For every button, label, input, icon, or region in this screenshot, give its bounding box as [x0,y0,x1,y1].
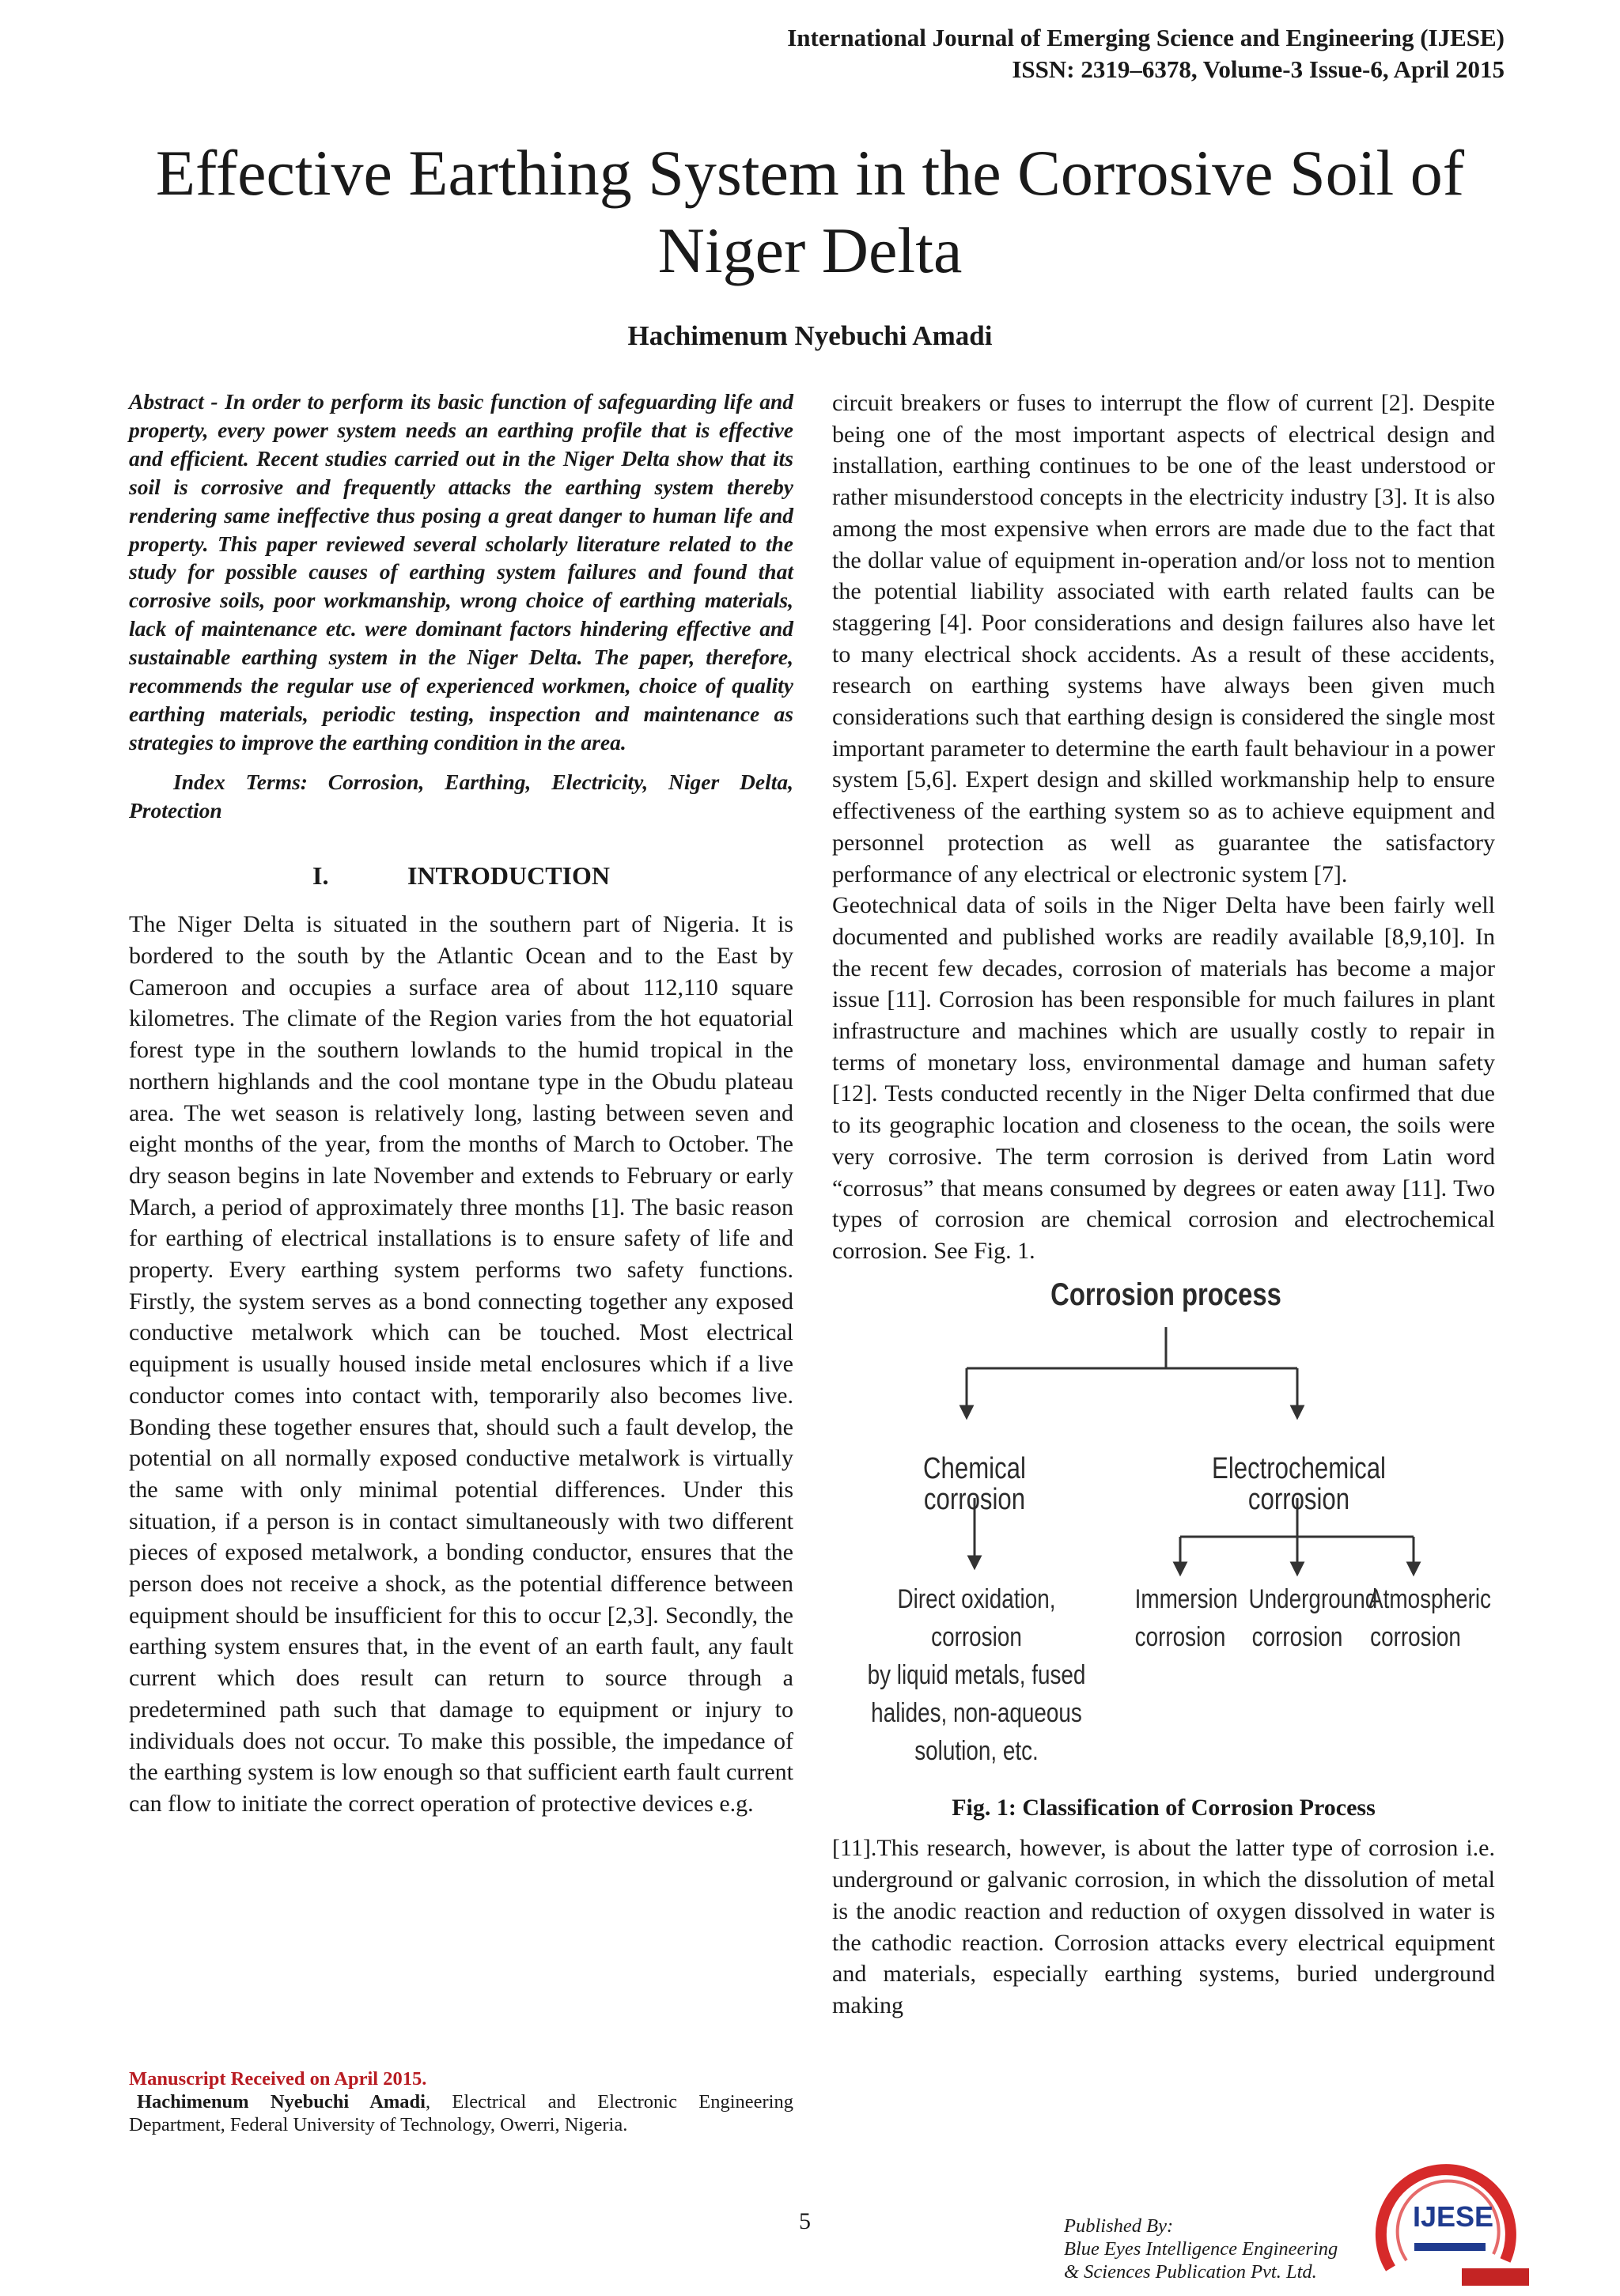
figure-chemical-node: Chemical corrosion [923,1451,1026,1517]
section-heading [129,861,793,892]
journal-issn: ISSN: 2319–6378, Volume-3 Issue-6, April 2015 [1012,55,1505,83]
section-title: INTRODUCTION [407,861,611,890]
figure-root-node: Corrosion process [1050,1277,1281,1312]
left-column [129,388,793,1820]
paper-title-line-2: Niger Delta [657,214,963,286]
paper-title [0,134,1620,289]
abstract: Abstract - In order to perform its basic function of safeguarding life and property, every power system needs an earthing profile that is effective and efficient. Recent studies carried out in the Niger Delta show that its soil is corrosive and frequently attacks the earthing system thereby rendering same ineffective thus posing a great danger to human life and property. This paper reviewed several scholarly literature related to the study for possible causes of earthing system failures and found that corrosive soils, poor workmanship, wrong choice of earthing materials, lack of maintenance etc. were dominant factors hindering effective and sustainable earthing system in the Niger Delta. The paper, therefore, recommends the regular use of experienced workmen, choice of quality earthing materials, periodic testing, inspection and maintenance as strategies to improve the earthing condition in the area. [129,389,793,755]
journal-header [787,22,1505,85]
footnote-author: Hachimenum Nyebuchi Amadi [137,2091,426,2113]
index-terms: Index Terms: Corrosion, Earthing, Electricity, Niger Delta, Protection [129,769,793,823]
publisher-info [1064,2215,1338,2283]
manuscript-received: Manuscript Received on April 2015. [129,2068,427,2090]
logo-text: IJESE [1413,2200,1494,2233]
figure-underground-leaf: Underground corrosion [1248,1583,1378,1652]
figure-chemical-leaf: Direct oxidation, corrosion by liquid metals, fused halides, non-aqueous solution, etc. [867,1583,1086,1766]
footnote [129,2067,793,2136]
publisher-line-3: & Sciences Publication Pvt. Ltd. [1064,2261,1317,2283]
figure-atmospheric-leaf: Atmospheric corrosion [1368,1583,1492,1652]
body-paragraph-3: [11].This research, however, is about the latter type of corrosion i.e. underground or galvanic corrosion, in which the dissolution of metal is the anodic reaction and reduction of oxygen dissolved in water is the cathodic reaction. Corrosion attacks every electrical equipment and materials, especially earthing systems, buried underground making [832,1835,1495,2018]
right-column [832,388,1495,2022]
ijese-logo [1367,2150,1533,2292]
page-number: 5 [799,2208,811,2234]
paper-author: Hachimenum Nyebuchi Amadi [627,320,993,351]
figure-corrosion-classification [832,1272,1495,1786]
figure-caption: Fig. 1: Classification of Corrosion Process [952,1794,1376,1821]
body-paragraph-1: circuit breakers or fuses to interrupt the flow of current [2]. Despite being one of the most important aspects of electrical design and installation, earthing continues to be one of the least understood or rather misunderstood concepts in the electricity industry [3]. It is also among the most expensive when errors are made due to the fact that the dollar value of equipment in-operation and/or loss not to mention the potential liability associated with earth related faults can be staggering [4]. Poor considerations and design failures also have let to many electrical shock accidents. As a result of these accidents, research on earthing systems have always been given much considerations such that earthing design is considered the single most important parameter to determine the earth fault behaviour in a power system [5,6]. Expert design and skilled workmanship help to ensure effectiveness of the earthing system so as to achieve equipment and personnel protection as well as guarantee the satisfactory performance of any electrical or electronic system [7]. [832,390,1495,887]
paper-title-line-1: Effective Earthing System in the Corrosive Soil of [155,137,1465,209]
footnote-affiliation: , Electrical and Electronic Engineering Department, Federal University of Technology, Owerri, Nigeria. [129,2091,793,2135]
body-paragraph-2: Geotechnical data of soils in the Niger Delta have been fairly well documented and published works are readily available [8,9,10]. In the recent few decades, corrosion of materials has become a major issue [11]. Corrosion has been responsible for much failures in plant infrastructure and machines which are usually costly to repair in terms of monetary loss, environmental damage and human safety [12]. Tests conducted recently in the Niger Delta confirmed that due to its geographic location and closeness to the ocean, the soils were very corrosive. The term corrosion is derived from Latin word “corrosus” that means consumed by degrees or eaten away [11]. Two types of corrosion are chemical corrosion and electrochemical corrosion. See Fig. 1. [832,892,1495,1264]
figure-immersion-leaf: Immersion corrosion [1134,1583,1238,1652]
intro-paragraph: The Niger Delta is situated in the southern part of Nigeria. It is bordered to the south by the Atlantic Ocean and to the East by Cameroon and occupies a surface area of about 112,110 square kilometres. The climate of the Region varies from the hot equatorial forest type in the southern lowlands to the humid tropical in the northern highlands and the cool montane type in the Obudu plateau area. The wet season is relatively long, lasting between seven and eight months of the year, from the months of March to October. The dry season begins in late November and extends to February or early March, a period of approximately three months [1]. The basic reason for earthing of electrical installations is to ensure safety of life and property. Every earthing system performs two safety functions. Firstly, the system serves as a bond connecting together any exposed conductive metalwork which can be touched. Most electrical equipment is usually housed inside metal enclosures which if a live conductor comes into contact with, temporarily also becomes live. Bonding these together ensures that, should such a fault develop, the potential on all normally exposed conductive metalwork is virtually the same with only minimal potential differences. Under this situation, if a person is in contact simultaneously with two different pieces of exposed metalwork, a bonding conductor, ensures that the person does not receive a shock, as the potential difference between equipment should be insufficient for this to occur [2,3]. Secondly, the earthing system ensures that, in the event of an earth fault, any fault current which does result can return to source through a predetermined path such that damage to equipment or injury to individuals does not occur. To make this possible, the impedance of the earthing system is low enough so that sufficient earth fault current can flow to initiate the correct operation of protective devices e.g. [129,911,793,1817]
figure-electrochemical-node: Electrochemical corrosion [1212,1451,1386,1517]
publisher-line-1: Published By: [1064,2215,1174,2237]
section-number: I. [312,861,329,890]
journal-name: International Journal of Emerging Science and Engineering (IJESE) [787,24,1505,51]
author-affiliation [129,2090,793,2136]
publisher-line-2: Blue Eyes Intelligence Engineering [1064,2238,1338,2260]
